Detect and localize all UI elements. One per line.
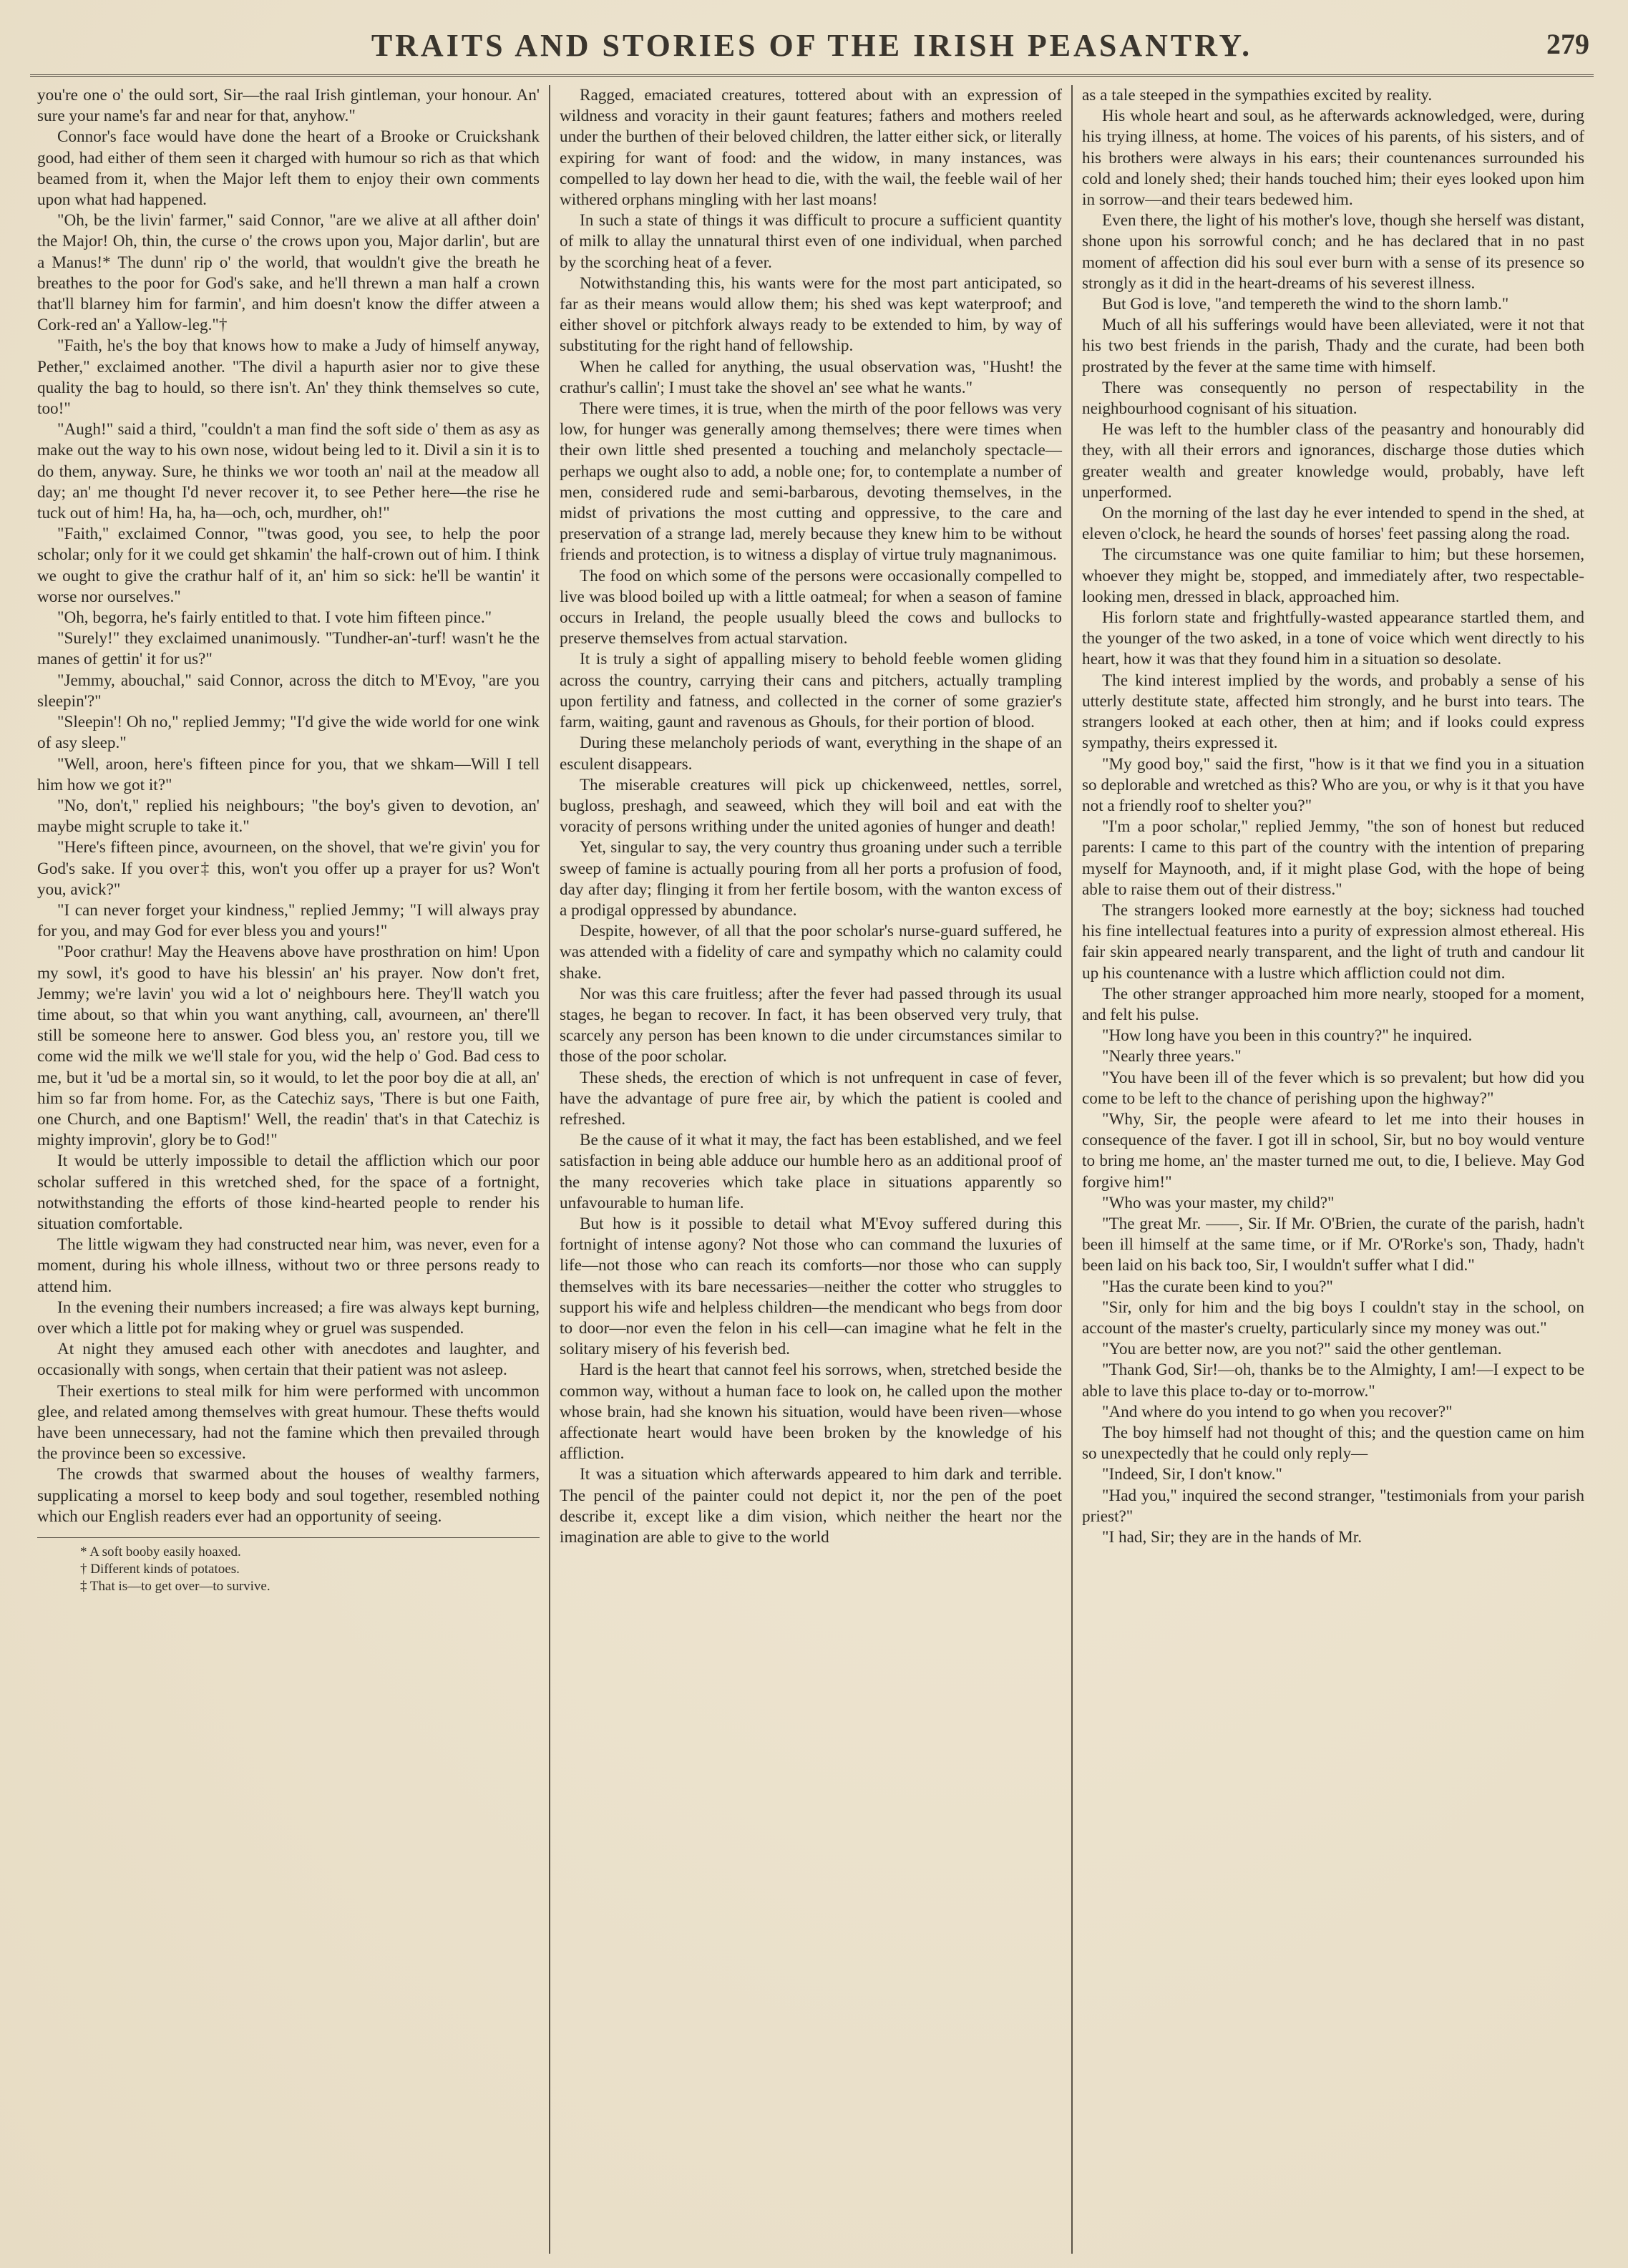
paragraph: In the evening their numbers increased; a fire was always kept burning, over which a little pot for making whey or gruel was suspended. — [37, 1298, 540, 1338]
paragraph: "No, don't," replied his neighbours; "the boy's given to devotion, an' maybe might scruple to take it." — [37, 796, 540, 837]
paragraph: Connor's face would have done the heart of a Brooke or Cruickshank good, had either of them seen it charged with humour so rich as that which beamed from it, when the Major left them to enjoy their own comments upon what had happened. — [37, 127, 540, 210]
page-number: 279 — [1546, 28, 1589, 60]
paragraph: Much of all his sufferings would have been alleviated, were it not that his two best friends in the parish, Thady and the curate, had been both prostrated by the fever at the same time with himself. — [1082, 316, 1584, 376]
paragraph: There was consequently no person of respectability in the neighbourhood cognisant of his situation. — [1082, 378, 1584, 419]
paragraph: "Nearly three years." — [1102, 1047, 1242, 1066]
paragraph: "Had you," inquired the second stranger, "testimonials from your parish priest?" — [1082, 1486, 1584, 1526]
paragraph: Even there, the light of his mother's love, though she herself was distant, shone upon his sorrowful conch; and he has declared that in no past moment of affection did his soul ever burn with a sense of its presence so strongly as it did in the heart-dreams of his severest illness. — [1082, 211, 1584, 293]
paragraph: In such a state of things it was difficult to procure a sufficient quantity of milk to allay the unnatural thirst even of one individual, when parched by the scorching heat of a fever. — [560, 211, 1062, 272]
paragraph: "Well, aroon, here's fifteen pince for you, that we shkam—Will I tell him how we got it?" — [37, 754, 540, 794]
running-title: TRAITS AND STORIES OF THE IRISH PEASANTRY. — [371, 28, 1253, 63]
paragraph: "Poor crathur! May the Heavens above have prosthration on him! Upon my sowl, it's good to have his blessin' an' his prayer. Now don't fret, Jemmy; we're lavin' you wid a lot o' neighbours here. They'll watch you time about, so that whin you want anything, call, avourneen, an' there'll still be someone here to answer. God bless you, an' restore you, till we come wid the milk we we'll stale for you, wid the help o' God. Bad cess to me, but it 'ud be a mortal sin, so it would, to let the poor boy die at all, an' him so far from home. For, as the Catechiz says, 'There is but one Faith, one Church, and one Baptism!' Well, the readin' that's in that Catechiz is mighty improvin', glory be to God!" — [37, 943, 540, 1150]
paragraph: "Jemmy, abouchal," said Connor, across the ditch to M'Evoy, "are you sleepin'?" — [37, 671, 540, 711]
paragraph: "Surely!" they exclaimed unanimously. "Tundher-an'-turf! wasn't he the manes of gettin' it for us?" — [37, 629, 540, 669]
footnote: * A soft booby easily hoaxed. — [80, 1544, 241, 1560]
paragraph: as a tale steeped in the sympathies excited by reality. — [1082, 86, 1433, 104]
paragraph: "Has the curate been kind to you?" — [1102, 1277, 1333, 1296]
paragraph: It is truly a sight of appalling misery to behold feeble women gliding across the country, carrying their cans and pitchers, actually trampling upon fertility and fatness, and collected in the corner of some grazier's farm, waiting, gaunt and ravenous as Ghouls, for their portion of blood. — [560, 650, 1062, 732]
paragraph: The boy himself had not thought of this; and the question came on him so unexpectedly that he could only reply— — [1082, 1423, 1584, 1464]
paragraph: "Who was your master, my child?" — [1102, 1193, 1335, 1212]
column-rule — [549, 85, 550, 2254]
paragraph: Notwithstanding this, his wants were for the most part anticipated, so far as their means would allow them; his shed was kept waterproof; and either shovel or pitchfork always ready to be extended to him, by way of substituting for the right hand of fellowship. — [560, 273, 1062, 356]
paragraph: "Sir, only for him and the big boys I couldn't stay in the school, on account of the master's cruelty, particularly since my money was out." — [1082, 1298, 1584, 1338]
text-columns — [30, 85, 1594, 2254]
paragraph: Yet, singular to say, the very country thus groaning under such a terrible sweep of famine is actually pouring from all her ports a profusion of food, day after day; flinging it from her fertile bosom, with the wanton excess of a prodigal oppressed by abundance. — [560, 838, 1062, 920]
paragraph: "You are better now, are you not?" said the other gentleman. — [1102, 1340, 1502, 1359]
paragraph: "How long have you been in this country?" he inquired. — [1102, 1026, 1473, 1046]
paragraph: "I'm a poor scholar," replied Jemmy, "the son of honest but reduced parents: I came to this part of the country with the intention of preparing myself for Maynooth, and, if it might plase God, with the hope of being able to raise them out of their distress." — [1082, 817, 1584, 899]
paragraph: Their exertions to steal milk for him were performed with uncommon glee, and related among themselves with great humour. These thefts would have been unnecessary, had not the famine which then prevailed through the province been so excessive. — [37, 1381, 540, 1464]
paragraph: "Thank God, Sir!—oh, thanks be to the Almighty, I am!—I expect to be able to lave this place to-day or to-morrow." — [1082, 1361, 1584, 1401]
page-header — [30, 24, 1594, 77]
paragraph: Hard is the heart that cannot feel his sorrows, when, stretched beside the common way, without a human face to look on, he called upon the mother whose brain, had she known his situation, would have been riven—whose affectionate heart would have been broken by the knowledge of his affliction. — [560, 1361, 1062, 1464]
paragraph: Ragged, emaciated creatures, tottered about with an expression of wildness and voracity in their gaunt features; fathers and mothers reeled under the burthen of their beloved children, the latter either sick, or literally expiring for want of food: and the widow, in many instances, was compelled to lay down her head to die, with the wail, the feeble wail of her withered orphans mingling with her last moans! — [560, 86, 1062, 210]
paragraph: "Faith," exclaimed Connor, "'twas good, you see, to help the poor scholar; only for it we could get shkamin' the half-crown out of him. I think we ought to give the crathur half of it, an' him so sick: he'll be wantin' it worse nor ourselves." — [37, 525, 540, 606]
paragraph: "My good boy," said the first, "how is it that we find you in a situation so deplorable and wretched as this? Who are you, or why is it that you have not a friendly roof to shelter you?" — [1082, 754, 1584, 815]
paragraph: On the morning of the last day he ever intended to spend in the shed, at eleven o'clock, he heard the sounds of horses' feet passing along the road. — [1082, 504, 1584, 544]
paragraph: The food on which some of the persons were occasionally compelled to live was blood boiled up with a little oatmeal; for when a season of famine occurs in Ireland, the people usually bleed the cows and bullocks to preserve themselves from actual starvation. — [560, 566, 1062, 648]
paragraph: "Sleepin'! Oh no," replied Jemmy; "I'd give the wide world for one wink of asy sleep." — [37, 713, 540, 753]
paragraph: It was a situation which afterwards appeared to him dark and terrible. The pencil of the painter could not depict it, nor the pen of the poet describe it, except like a dim vision, which neither the heart nor the imagination are able to give to the world — [560, 1465, 1062, 1547]
paragraph: When he called for anything, the usual observation was, "Husht! the crathur's callin'; I must take the shovel an' see what he wants." — [560, 357, 1062, 397]
footnotes — [37, 1537, 540, 1595]
column-2 — [552, 85, 1069, 2254]
paragraph: "Oh, be the livin' farmer," said Connor, "are we alive at all afther doin' the Major! Oh, thin, the curse o' the crows upon you, Major darlin', but are a Manus!* The dunn' rip o' the world, that wouldn't give the breath he breathes to the poor for God's sake, and he'll threwn a man half a crown that'll blarney him for farmin', and him doesn't know the differ atween a Cork-red an' a Yallow-leg."† — [37, 211, 540, 335]
paragraph: "I can never forget your kindness," replied Jemmy; "I will always pray for you, and may God for ever bless you and yours!" — [37, 900, 540, 941]
paragraph: "Augh!" said a third, "couldn't a man find the soft side o' them as asy as make out the way to his own nose, widout being led to it. Divil a sin it is to do them, anyway. Sure, he thinks we wor tooth an' nail at the meadow all day; an' me thought I'd never recover it, to see Pether here—the rise he tuck out of him! Ha, ha, ha—och, och, murdher, oh!" — [37, 420, 540, 523]
paragraph: "You have been ill of the fever which is so prevalent; but how did you come to be left to the chance of perishing upon the highway?" — [1082, 1068, 1584, 1108]
paragraph: The kind interest implied by the words, and probably a sense of his utterly destitute state, affected him strongly, and he burst into tears. The strangers looked at each other, then at him; and if looks could express sympathy, theirs expressed it. — [1082, 671, 1584, 753]
paragraph: "I had, Sir; they are in the hands of Mr. — [1102, 1528, 1362, 1547]
paragraph: you're one o' the ould sort, Sir—the raal Irish gintleman, your honour. An' sure your name's far and near for that, anyhow." — [37, 86, 540, 126]
paragraph: But how is it possible to detail what M'Evoy suffered during this fortnight of intense agony? Not those who can command the luxuries of life—not those who can reach its comforts—nor those who can supply themselves with its bare necessaries—neither the cotter who struggles to support his wife and helpless children—the mendicant who begs from door to door—nor even the felon in his cell—can imagine what he felt in the solitary misery of his feverish bed. — [560, 1214, 1062, 1359]
column-rule — [1071, 85, 1073, 2254]
paragraph: But God is love, "and tempereth the wind to the shorn lamb." — [1102, 295, 1509, 314]
paragraph: The circumstance was one quite familiar to him; but these horsemen, whoever they might be, stopped, and immediately after, two respectable-looking men, dressed in black, approached him. — [1082, 545, 1584, 606]
paragraph: These sheds, the erection of which is not unfrequent in case of fever, have the advantage of pure free air, by which the patient is cooled and refreshed. — [560, 1068, 1062, 1129]
paragraph: Nor was this care fruitless; after the fever had passed through its usual stages, he began to recover. In fact, it has been observed very truly, that scarcely any person has been known to die under circumstances similar to those of the poor scholar. — [560, 984, 1062, 1066]
paragraph: "Oh, begorra, he's fairly entitled to that. I vote him fifteen pince." — [57, 608, 492, 628]
column-3 — [1075, 85, 1592, 2254]
paragraph: There were times, it is true, when the mirth of the poor fellows was very low, for hunger was generally among themselves; there were times when their own little shed presented a touching and melancholy spectacle—perhaps we ought also to add, a noble one; for, to contemplate a number of men, considered rude and semi-barbarous, devoting themselves, in the midst of privations the most cutting and oppressive, to the care and preservation of a strange lad, merely because they knew him to be without friends and protection, is to witness a display of virtue truly magnanimous. — [560, 399, 1062, 565]
paragraph: The strangers looked more earnestly at the boy; sickness had touched his fine intellectual features into a purity of expression almost ethereal. His fair skin appeared nearly transparent, and the light of truth and candour lit up his countenance with a lustre which affliction could not dim. — [1082, 900, 1584, 983]
paragraph: It would be utterly impossible to detail the affliction which our poor scholar suffered in this wretched shed, for the space of a fortnight, notwithstanding the efforts of those kind-hearted people to render his situation comfortable. — [37, 1152, 540, 1233]
paragraph: His forlorn state and frightfully-wasted appearance startled them, and the younger of the two asked, in a tone of voice which went directly to his heart, how it was that they found him in a situation so desolate. — [1082, 608, 1584, 669]
footnote: ‡ That is—to get over—to survive. — [80, 1579, 270, 1595]
paragraph: He was left to the humbler class of the peasantry and honourably did they, with all their errors and ignorances, discharge those duties which greater wealth and greater knowledge would, probably, have left unperformed. — [1082, 420, 1584, 502]
paragraph: "Indeed, Sir, I don't know." — [1102, 1465, 1282, 1484]
paragraph: During these melancholy periods of want, everything in the shape of an esculent disappears. — [560, 734, 1062, 774]
footnote: † Different kinds of potatoes. — [80, 1562, 240, 1577]
paragraph: The little wigwam they had constructed near him, was never, even for a moment, during his whole illness, without two or three persons ready to attend him. — [37, 1235, 540, 1296]
paragraph: His whole heart and soul, as he afterwards acknowledged, were, during his trying illness, at home. The voices of his parents, of his sisters, and of his brothers were always in his ears; their countenances surrounded his cold and lonely shed; their hands touched him; their eyes looked upon him in sorrow—and their tears bedewed him. — [1082, 107, 1584, 210]
paragraph: Be the cause of it what it may, the fact has been established, and we feel satisfaction in being able adduce our humble hero as an additional proof of the many recoveries which take place in situations apparently so unfavourable to human life. — [560, 1131, 1062, 1212]
paragraph: "Why, Sir, the people were afeard to let me into their houses in consequence of the faver. I got ill in school, Sir, but no boy would venture to bring me home, an' the master turned me out, to die, I believe. May God forgive him!" — [1082, 1109, 1584, 1192]
paragraph: "Faith, he's the boy that knows how to make a Judy of himself anyway, Pether," exclaimed another. "The divil a hapurth asier nor to give these quality the bag to hould, so there isn't. An' they think themselves so cute, too!" — [37, 336, 540, 419]
paragraph: At night they amused each other with anecdotes and laughter, and occasionally with songs, when certain that their patient was not asleep. — [37, 1340, 540, 1380]
paragraph: "Here's fifteen pince, avourneen, on the shovel, that we're givin' you for God's sake. If you over‡ this, won't you offer up a prayer for us? Won't you, avick?" — [37, 838, 540, 899]
column-1 — [30, 85, 547, 2254]
paragraph: The crowds that swarmed about the houses of wealthy farmers, supplicating a morsel to keep body and soul together, resembled nothing which our English readers ever had an opportunity of seeing. — [37, 1465, 540, 1526]
paragraph: The other stranger approached him more nearly, stooped for a moment, and felt his pulse. — [1082, 984, 1584, 1024]
paragraph: "And where do you intend to go when you recover?" — [1102, 1402, 1453, 1421]
paragraph: "The great Mr. ——, Sir. If Mr. O'Brien, the curate of the parish, hadn't been ill himself at the same time, or if Mr. O'Rorke's son, Thady, hadn't been laid on his back too, Sir, I wouldn't suffer what I did." — [1082, 1214, 1584, 1275]
paragraph: The miserable creatures will pick up chickenweed, nettles, sorrel, bugloss, preshagh, and seaweed, which they will boil and eat with the voracity of persons writhing under the united agonies of hunger and death! — [560, 775, 1062, 837]
paragraph: Despite, however, of all that the poor scholar's nurse-guard suffered, he was attended with a fidelity of care and sympathy which no calamity could shake. — [560, 922, 1062, 983]
